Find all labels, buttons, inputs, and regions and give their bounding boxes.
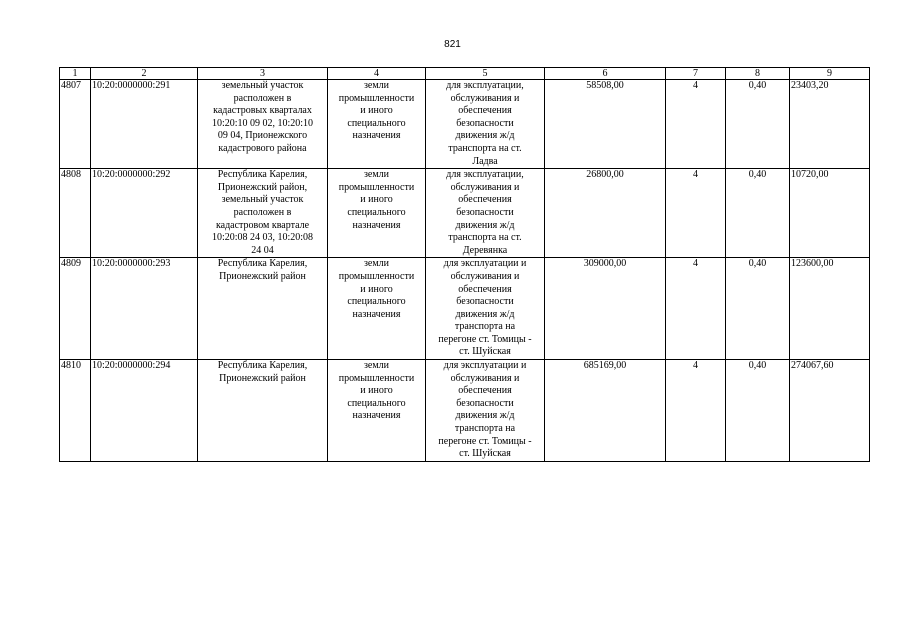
usage-line: Деревянка [462,244,508,256]
column-9-value: 274067,60 [790,360,870,462]
column-8-value: 0,40 [726,360,790,462]
usage-line: для эксплуатации, [446,80,524,91]
location-cell [198,360,328,462]
column-7-value: 4 [666,169,726,258]
location-line: расположен в [233,92,292,104]
location-line: Прионежский район, [217,181,308,193]
location-line: кадастрового района [218,142,307,154]
category-line: и иного [360,194,393,206]
category-line: промышленности [338,92,415,104]
category-line: земли [363,169,390,181]
cadastral-number: 10:20:0000000:291 [91,80,198,169]
usage-cell [426,360,545,462]
usage-line: безопасности [456,117,514,129]
location-cell [198,258,328,360]
category-line: промышленности [338,181,415,193]
category-line: назначения [352,130,401,142]
column-header: 5 [426,68,545,80]
column-9-value: 10720,00 [790,169,870,258]
category-cell [328,258,426,360]
column-9-value: 23403,20 [790,80,870,169]
location-cell [198,80,328,169]
column-header: 4 [328,68,426,80]
usage-line: безопасности [456,206,514,218]
category-line: назначения [352,410,401,422]
location-line: Республика Карелия, [217,360,308,372]
usage-line: обеспечения [458,194,512,206]
usage-line: обслуживания и [450,372,520,384]
usage-line: движения ж/д [455,130,515,142]
location-line: Республика Карелия, [217,169,308,181]
column-8-value: 0,40 [726,169,790,258]
location-line: Прионежский район [219,372,306,384]
location-line: Республика Карелия, [217,258,308,270]
column-header: 7 [666,68,726,80]
column-header: 1 [60,68,91,80]
usage-line: движения ж/д [455,410,515,422]
location-line: земельный участок [221,80,304,91]
column-9-value: 123600,00 [790,258,870,360]
location-cell [198,169,328,258]
cadastral-number: 10:20:0000000:292 [91,169,198,258]
location-line: 10:20:08 24 03, 10:20:08 [211,232,314,244]
category-line: специального [347,117,406,129]
column-header: 3 [198,68,328,80]
row-number: 4807 [60,80,91,169]
column-8-value: 0,40 [726,258,790,360]
column-header: 2 [91,68,198,80]
usage-line: транспорта на [454,321,516,333]
category-line: и иного [360,385,393,397]
location-line: земельный участок [221,194,304,206]
location-line: Прионежский район [219,270,306,282]
location-line: расположен в [233,206,292,218]
usage-cell [426,258,545,360]
cadastral-value: 309000,00 [545,258,666,360]
usage-line: безопасности [456,397,514,409]
usage-line: для эксплуатации и [443,258,527,270]
cadastral-value: 58508,00 [545,80,666,169]
column-7-value: 4 [666,80,726,169]
category-line: специального [347,397,406,409]
usage-line: обеспечения [458,283,512,295]
cadastral-number: 10:20:0000000:293 [91,258,198,360]
column-header: 9 [790,68,870,80]
category-line: специального [347,296,406,308]
usage-line: для эксплуатации, [446,169,524,181]
category-line: назначения [352,219,401,231]
category-line: специального [347,206,406,218]
category-cell [328,360,426,462]
cadastral-value: 26800,00 [545,169,666,258]
column-7-value: 4 [666,258,726,360]
usage-cell [426,80,545,169]
usage-line: безопасности [456,296,514,308]
column-header: 6 [545,68,666,80]
category-line: и иного [360,283,393,295]
location-line: кадастровом квартале [215,219,310,231]
table-row [60,258,870,360]
usage-line: ст. Шуйская [459,346,511,358]
category-cell [328,169,426,258]
row-number: 4808 [60,169,91,258]
column-8-value: 0,40 [726,80,790,169]
category-line: назначения [352,308,401,320]
usage-line: перегоне ст. Томицы - [438,333,532,345]
usage-line: обслуживания и [450,270,520,282]
usage-line: транспорта на ст. [448,142,522,154]
usage-line: обеспечения [458,105,512,117]
usage-line: транспорта на [454,423,516,435]
location-line: 10:20:10 09 02, 10:20:10 [211,117,314,129]
usage-line: движения ж/д [455,308,515,320]
cadastral-value: 685169,00 [545,360,666,462]
usage-line: обеспечения [458,385,512,397]
category-line: промышленности [338,372,415,384]
location-line: 09 04, Прионежского [217,130,308,142]
usage-line: транспорта на ст. [448,232,522,244]
table-row [60,80,870,169]
category-line: земли [363,258,390,270]
row-number: 4809 [60,258,91,360]
usage-line: ст. Шуйская [459,448,511,460]
cadastral-number: 10:20:0000000:294 [91,360,198,462]
usage-line: Ладва [472,155,498,167]
location-line: кадастровых кварталах [213,105,312,117]
land-registry-table [59,67,870,462]
location-line: 24 04 [251,244,274,256]
table-row [60,169,870,258]
category-line: земли [363,80,390,91]
category-cell [328,80,426,169]
table-row [60,360,870,462]
header-row [60,68,870,80]
column-7-value: 4 [666,360,726,462]
row-number: 4810 [60,360,91,462]
usage-line: обслуживания и [450,92,520,104]
page-number: 821 [444,39,461,50]
usage-line: перегоне ст. Томицы - [438,435,532,447]
usage-cell [426,169,545,258]
column-header: 8 [726,68,790,80]
usage-line: движения ж/д [455,219,515,231]
usage-line: для эксплуатации и [443,360,527,372]
category-line: и иного [360,105,393,117]
category-line: земли [363,360,390,372]
category-line: промышленности [338,270,415,282]
usage-line: обслуживания и [450,181,520,193]
